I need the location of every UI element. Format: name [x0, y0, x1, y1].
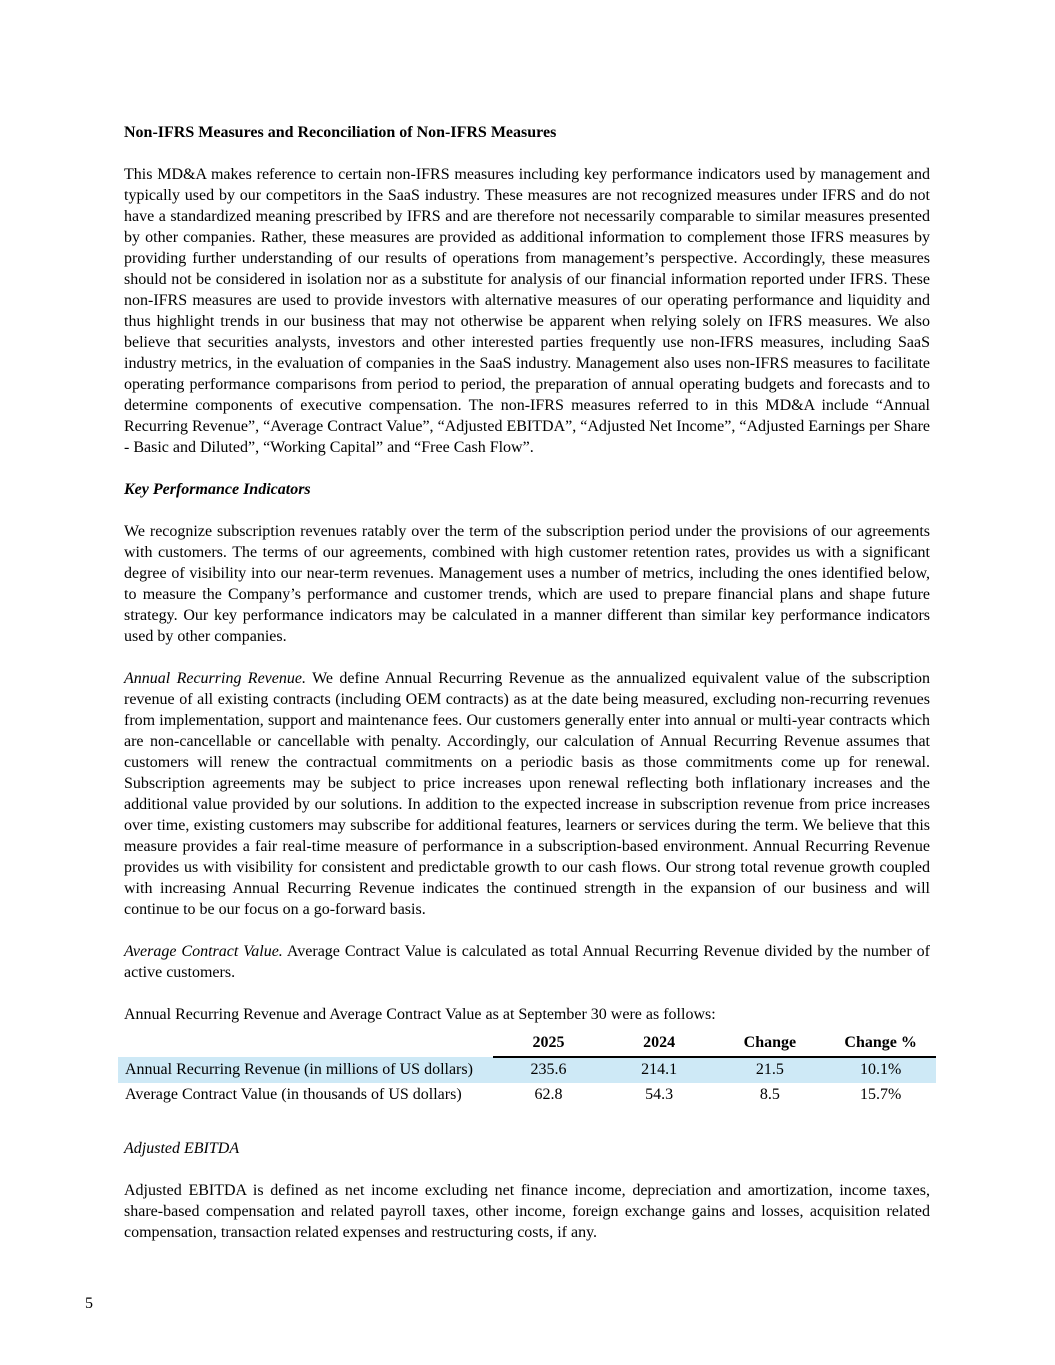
paragraph-lead-acv: Average Contract Value. — [124, 943, 283, 960]
paragraph-lead-arr: Annual Recurring Revenue. — [124, 670, 306, 687]
paragraph-adjusted-ebitda-definition: Adjusted EBITDA is defined as net income excluding net finance income, depreciation and amortization, income taxes, share-based compensation and related payroll taxes, other income, foreign exchange gains and losses, acquisition related compensation, transaction related expenses and restructuring costs, if any. — [124, 1182, 930, 1241]
cell-change: 21.5 — [715, 1057, 826, 1083]
paragraph-body-acv: Average Contract Value is calculated as total Annual Recurring Revenue divided by the number of active customers. — [124, 943, 931, 981]
table-row-average-contract-value — [118, 1083, 936, 1108]
kpi-header-2025: 2025 — [493, 1031, 604, 1057]
kpi-table — [118, 1031, 936, 1108]
paragraph-average-contract-value — [124, 941, 930, 983]
kpi-header-change-pct: Change % — [825, 1031, 936, 1057]
kpi-header-2024: 2024 — [604, 1031, 715, 1057]
paragraph-body-arr: We define Annual Recurring Revenue as the annualized equivalent value of the subscription revenue of all existing contracts (including OEM contracts) as at the date being measured, excluding non-recurring revenues from implementation, support and maintenance fees. Our customers generally enter into annual or multi-year contracts which are non-cancellable or cancellable with penalty. Accordingly, our calculation of Annual Recurring Revenue assumes that customers will renew the contractual commitments on a periodic basis as those commitments come up for renewal. Subscription agreements may be subject to price increases upon renewal reflecting both inflationary increases and the additional value provided by our solutions. In addition to the expected increase in subscription revenue from price increases over time, existing customers may subscribe for additional features, learners or services during the term. We believe that this measure provides a fair real-time measure of performance in a subscription-based environment. Annual Recurring Revenue provides us with visibility for consistent and predictable growth to our cash flows. Our strong total revenue growth coupled with increasing Annual Recurring Revenue indicates the continued strength in the expansion of our business and will continue to be our focus on a go-forward basis. — [124, 670, 930, 918]
paragraph-non-ifrs-intro: This MD&A makes reference to certain non-IFRS measures including key performance indicators used by management and typically used by our competitors in the SaaS industry. These measures are not recognized measures under IFRS and do not have a standardized meaning prescribed by IFRS and are therefore not necessarily comparable to similar measures presented by other companies. Rather, these measures are provided as additional information to complement those IFRS measures by providing further understanding of our results of operations from management’s perspective. Accordingly, these measures should not be considered in isolation nor as a substitute for analysis of our financial information reported under IFRS. These non-IFRS measures are used to provide investors with alternative measures of our operating performance and liquidity and thus highlight trends in our business that may not otherwise be apparent when relying solely on IFRS measures. We also believe that securities analysts, investors and other interested parties frequently use non-IFRS measures, including SaaS industry metrics, in the evaluation of companies in the SaaS industry. Management also uses non-IFRS measures to facilitate operating performance comparisons from period to period, the preparation of annual operating budgets and forecasts and to determine components of executive compensation. The non-IFRS measures referred to in this MD&A include “Annual Recurring Revenue”, “Average Contract Value”, “Adjusted EBITDA”, “Adjusted Net Income”, “Adjusted Earnings per Share - Basic and Diluted”, “Working Capital” and “Free Cash Flow”. — [124, 166, 930, 456]
cell-2024: 214.1 — [604, 1057, 715, 1083]
row-label: Annual Recurring Revenue (in millions of US dollars) — [118, 1057, 493, 1083]
cell-2025: 62.8 — [534, 1086, 563, 1103]
table-row-annual-recurring-revenue — [118, 1057, 936, 1083]
kpi-table-header-row — [118, 1031, 936, 1057]
section-heading-non-ifrs: Non-IFRS Measures and Reconciliation of Non-IFRS Measures — [124, 124, 557, 141]
kpi-header-empty — [118, 1031, 493, 1057]
cell-2025: 235.6 — [493, 1057, 604, 1083]
subsection-heading-key-performance-indicators: Key Performance Indicators — [124, 481, 311, 498]
cell-change: 8.5 — [759, 1086, 780, 1103]
paragraph-annual-recurring-revenue — [124, 668, 930, 920]
cell-change-pct: 10.1% — [825, 1057, 936, 1083]
page-number: 5 — [85, 1295, 93, 1312]
table-intro-text: Annual Recurring Revenue and Average Contract Value as at September 30 were as follows: — [124, 1006, 716, 1023]
row-label: Average Contract Value (in thousands of US dollars) — [125, 1086, 462, 1103]
cell-2024: 54.3 — [645, 1086, 674, 1103]
cell-change-pct: 15.7% — [859, 1086, 902, 1103]
kpi-header-change: Change — [715, 1031, 826, 1057]
subsection-heading-adjusted-ebitda: Adjusted EBITDA — [124, 1140, 240, 1157]
paragraph-kpi-overview: We recognize subscription revenues ratably over the term of the subscription period under the provisions of our agreements with customers. The terms of our agreements, combined with high customer retention rates, provides us with a significant degree of visibility into our near-term revenues. Management uses a number of metrics, including the ones identified below, to measure the Company’s performance and customer trends, which are used to prepare financial plans and shape future strategy. Our key performance indicators may be calculated in a manner different than similar key performance indicators used by other companies. — [124, 523, 930, 645]
